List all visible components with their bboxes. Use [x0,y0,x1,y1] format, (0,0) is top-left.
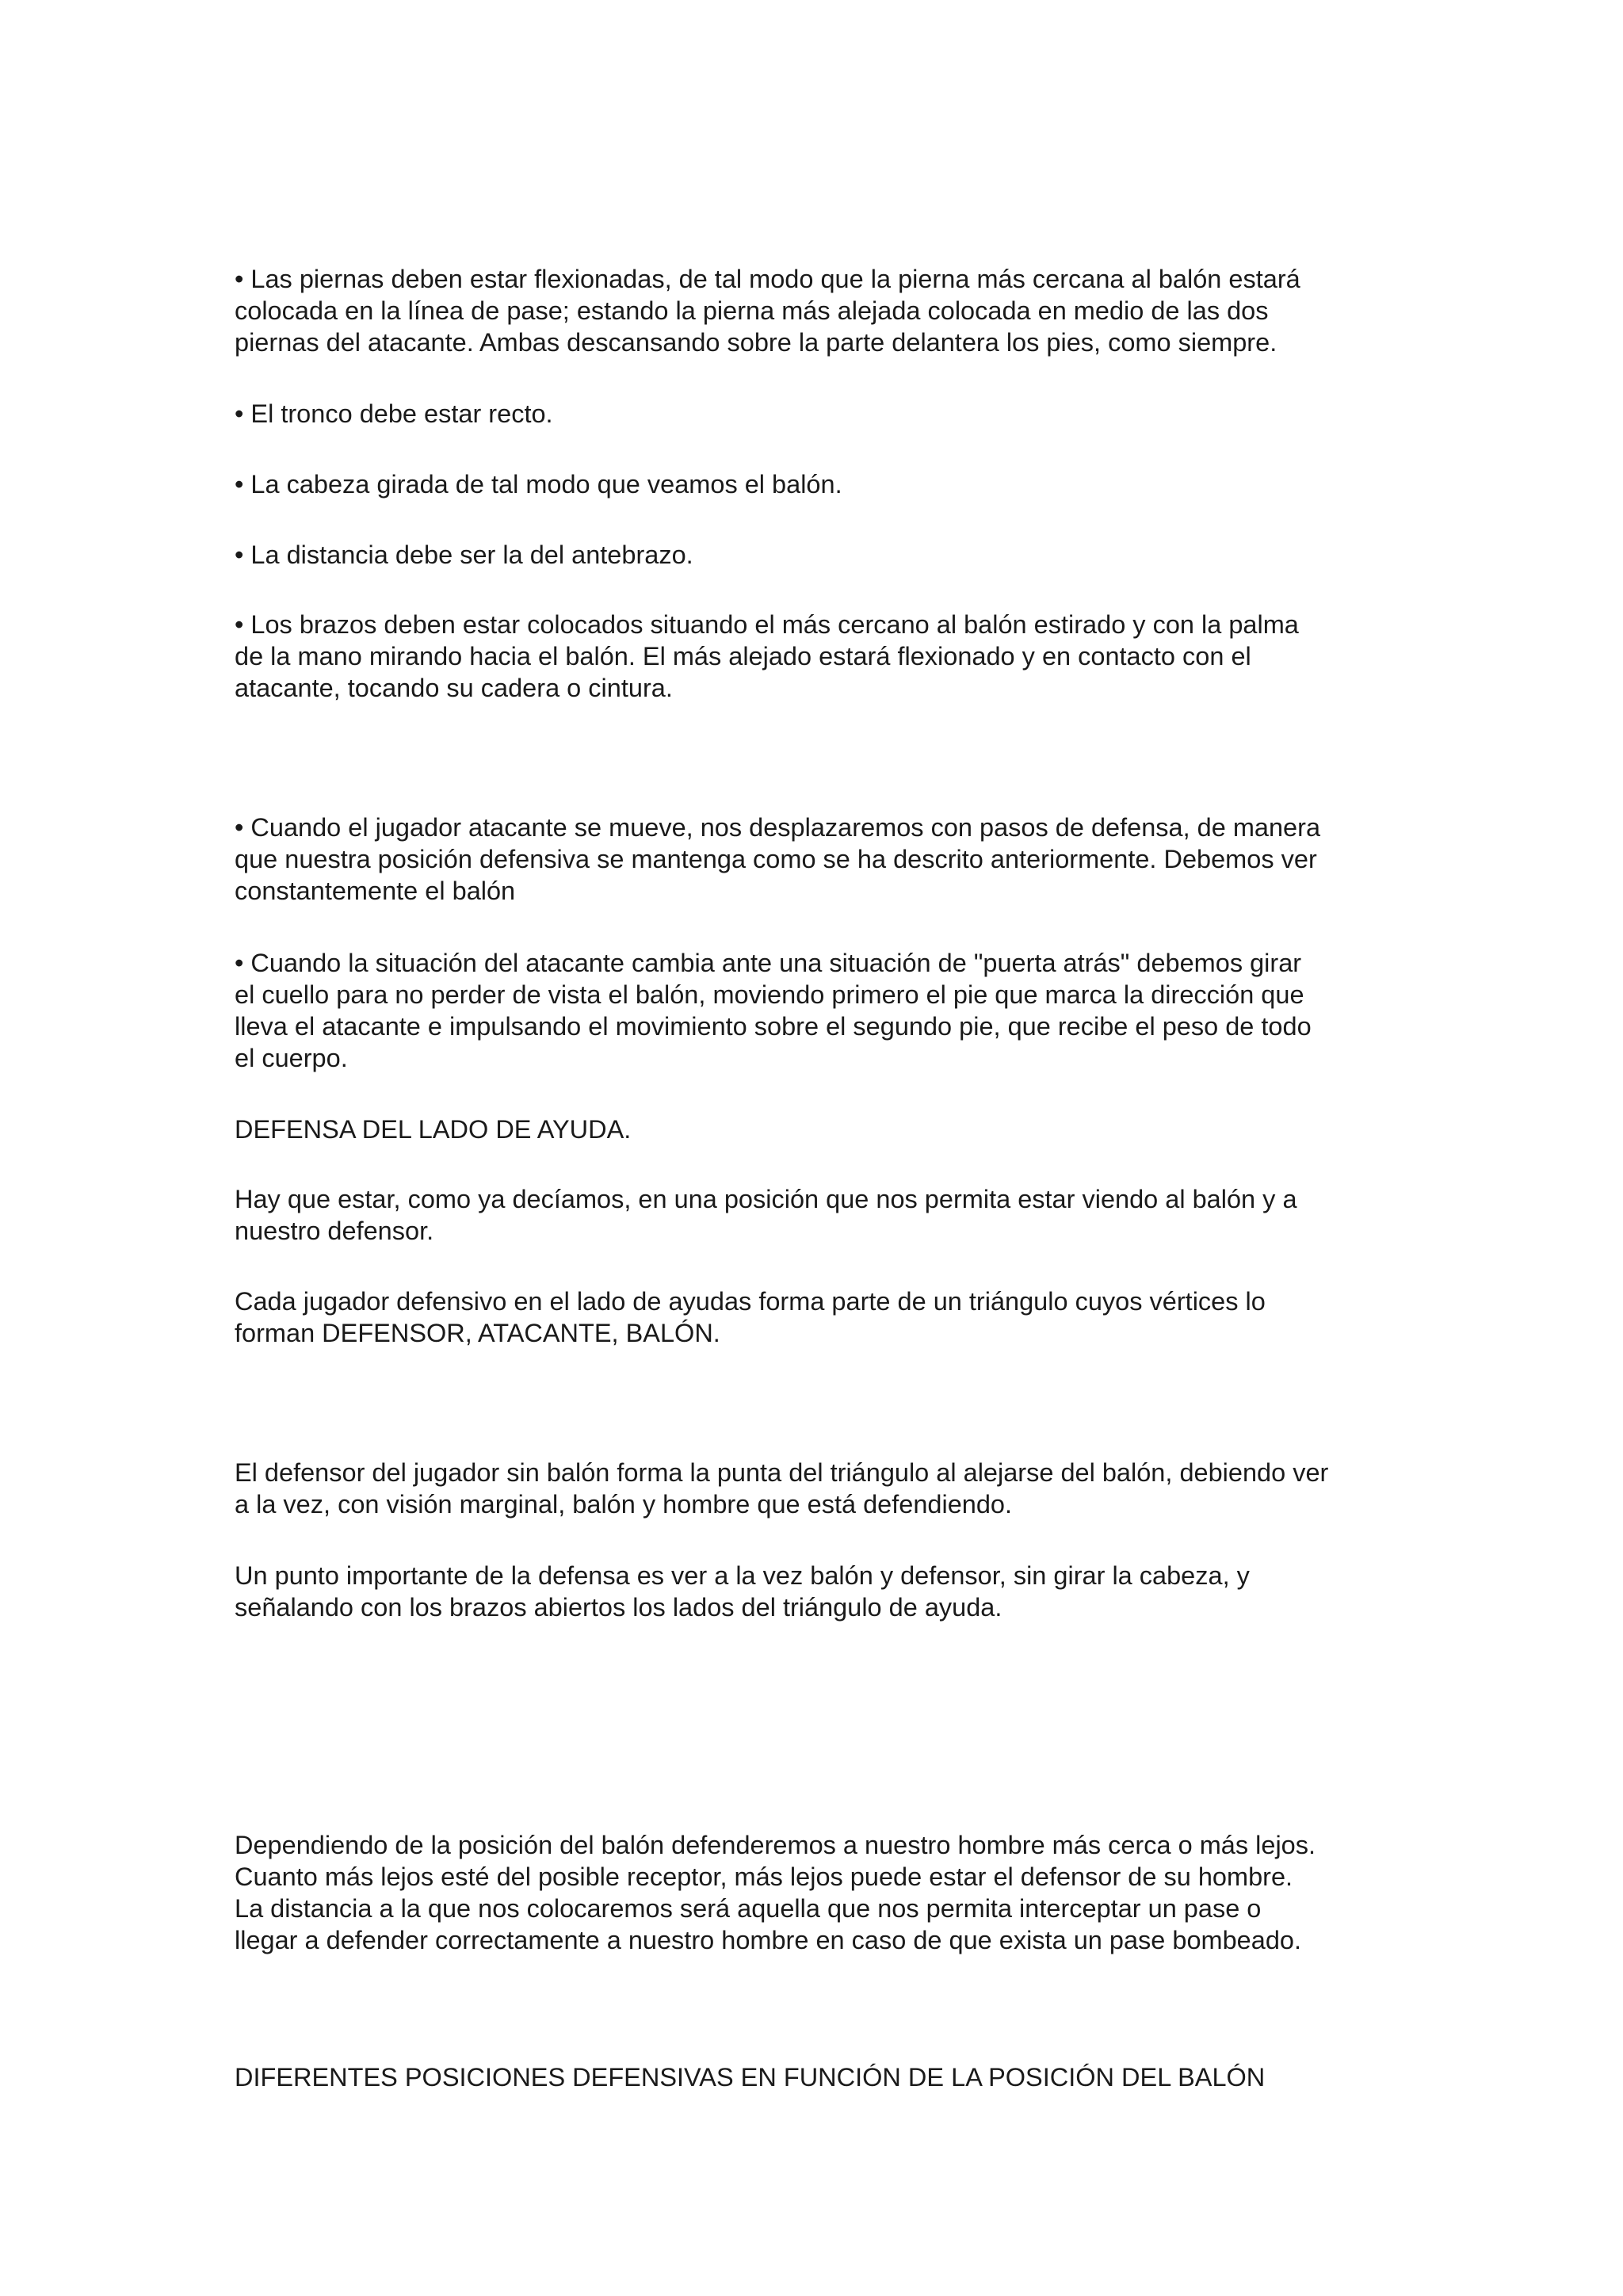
bullet-puerta-atras: • Cuando la situación del atacante cambia ante una situación de "puerta atrás" debemos girar el cuello para no perder de vista el balón, moviendo primero el pie que marca la dirección que lleva el atacante e impulsando el movimiento sobre el segundo pie, que recibe el peso de todo el cuerpo. [235,949,1312,1072]
bullet-tronco: • El tronco debe estar recto. [235,399,553,428]
paragraph-defensor-sin-balon: El defensor del jugador sin balón forma la punta del triángulo al alejarse del balón, debiendo ver a la vez, con visión marginal, balón y hombre que está defendiendo. [235,1458,1329,1519]
paragraph-punto-importante: Un punto importante de la defensa es ver a la vez balón y defensor, sin girar la cabeza, y señalando con los brazos abiertos los lados del triángulo de ayuda. [235,1561,1250,1622]
bullet-cabeza: • La cabeza girada de tal modo que veamos el balón. [235,470,842,499]
bullet-distancia: • La distancia debe ser la del antebrazo. [235,541,693,569]
paragraph-dependiendo: Dependiendo de la posición del balón defenderemos a nuestro hombre más cerca o más lejos. Cuanto más lejos esté del posible receptor, más lejos puede estar el defensor de su hombre. La distancia a la que nos colocaremos será aquella que nos permita interceptar un pase o llegar a defender correctamente a nuestro hombre en caso de que exista un pase bombeado. [235,1831,1316,1954]
paragraph-posicion: Hay que estar, como ya decíamos, en una posición que nos permita estar viendo al balón y a nuestro defensor. [235,1185,1297,1245]
bullet-piernas: • Las piernas deben estar flexionadas, de tal modo que la pierna más cercana al balón estará colocada en la línea de pase; estando la pierna más alejada colocada en medio de las dos piernas del atacante. Ambas descansando sobre la parte delantera los pies, como siempre. [235,265,1300,357]
bullet-brazos: • Los brazos deben estar colocados situando el más cercano al balón estirado y con la palma de la mano mirando hacia el balón. El más alejado estará flexionado y en contacto con el atacante, tocando su cadera o cintura. [235,610,1299,702]
section-heading-lado-ayuda: DEFENSA DEL LADO DE AYUDA. [235,1115,632,1144]
paragraph-triangulo: Cada jugador defensivo en el lado de ayudas forma parte de un triángulo cuyos vértices lo forman DEFENSOR, ATACANTE, BALÓN. [235,1287,1266,1347]
section-heading-posiciones: DIFERENTES POSICIONES DEFENSIVAS EN FUNCIÓN DE LA POSICIÓN DEL BALÓN [235,2063,1266,2092]
bullet-movimiento: • Cuando el jugador atacante se mueve, nos desplazaremos con pasos de defensa, de manera que nuestra posición defensiva se mantenga como se ha descrito anteriormente. Debemos ver constantemente el balón [235,813,1321,905]
